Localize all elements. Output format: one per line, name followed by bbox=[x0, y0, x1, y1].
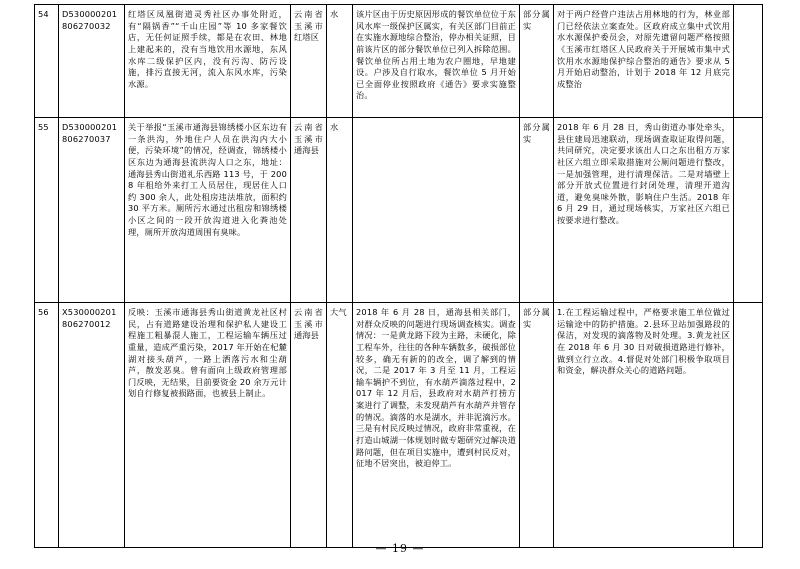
row-number: 56 bbox=[35, 303, 59, 548]
row-pollution-type: 水 bbox=[327, 118, 353, 303]
row-complaint-content: 红塔区凤凰街道灵秀社区办事处附近，有“隔锅香”“千山庄园”等 10 多家餐饮店，无任何证照手续，都是在农田、林地上建起来的，没有当地饮用水源地，东风水库二级保护区内，没有污沟、防污设施，排污直接无河，流入东风水库，污染水源。 bbox=[125, 5, 291, 118]
row-number: 54 bbox=[35, 5, 59, 118]
complaints-table bbox=[34, 4, 763, 548]
row-region: 云南省 玉溪市 红塔区 bbox=[291, 5, 327, 118]
row-remark bbox=[734, 118, 763, 303]
row-status: 部分属实 bbox=[520, 5, 554, 118]
row-case-code: D530000201806270032 bbox=[59, 5, 125, 118]
table-row bbox=[35, 118, 763, 303]
row-status: 部分属实 bbox=[520, 118, 554, 303]
row-number: 55 bbox=[35, 118, 59, 303]
row-investigation bbox=[353, 118, 520, 303]
row-pollution-type: 大气 bbox=[327, 303, 353, 548]
row-handling: 2018 年 6 月 28 日，秀山街道办事处牵头，县住建局迅速联动，现场调查取证取得问题，共同研究，决定要求该出人口之东出租方万家社区六组立即采取措施对公厕问题进行整改，一是加强管理，进行清理保洁。二是对墙壁上部分开放式位置进行封闭处理，清理开道沟道，避免臭味外散，影响住户生活。2018 年 6 月 29 日，通过现场核实，万家社区六组已按要求进行整改。 bbox=[554, 118, 734, 303]
page-number: — 19 — bbox=[375, 542, 425, 555]
row-complaint-content: 关于举报“玉溪市通海县锦绣楼小区东边有一条洪沟，外地住户人员在洪沟内大小便，污染环境”的情况，经调查，锦绣楼小区东边为通海县流洪沟人口之东，地址：通海县秀山街道礼乐西路 113 号，于 2008 年租给外来打工人员居住，现居住人口约 300 余人，此处租房违法堆放，面积约 30 平方米。厕所污水通过出租房和锦绣楼小区之间的一段开放沟道进入化粪池处理，厕所开放沟道周围有臭味。 bbox=[125, 118, 291, 303]
row-region: 云南省 玉溪市 通海县 bbox=[291, 303, 327, 548]
table-row bbox=[35, 5, 763, 118]
row-region: 云南省 玉溪市 通海县 bbox=[291, 118, 327, 303]
row-handling: 1.在工程运输过程中，严格要求施工单位做过运输途中的防护措施。2.县环卫站加强路段的保洁，对发现的滴落物及时处理。3.黄龙社区在 2018 年 6 月 30 日对破损道路进行修补，做到立行立改。4.督促对处部门积极争取项目和资金，解决群众关心的道路问题。 bbox=[554, 303, 734, 548]
row-pollution-type: 水 bbox=[327, 5, 353, 118]
row-investigation: 该片区由于历史原因形成的餐饮单位位于东风水库一级保护区属实，有关区部门目前正在实施水源地综合整治，停办相关证照，目前该片区的部分餐饮单位已列入拆除范围。餐饮单位所占用土地为农户圈地，早地建设。户涉及自行取水，餐饮单位 5 月开始已全面停业按照政府《通告》要求实施整治。 bbox=[353, 5, 520, 118]
row-investigation: 2018 年 6 月 28 日，通海县相关部门，对群众反映的问题进行现场调查核实。调查情况：一是黄龙路下段为主路，未硬化，除工程车外，往往的各种车辆数多，破损部位较多，确无有新的的改全，调了解到的情况，二是 2017 年 3 月至 11 月，工程运输车辆护不到位，有水葫芦滴落过程中，2017 年 12 月后，县政府对水葫芦打捞方案进行了调整，未发现葫芦有水葫芦并管存的情况。滴落的水是湖水，并非泥滴污水。三是有村民反映过情况，政府非常重视，在打造山城湖一体规划时做专题研究过解决道路问题，但在项目实施中，遭到村民反对，征地不居突出，被迫停工。 bbox=[353, 303, 520, 548]
table-row bbox=[35, 303, 763, 548]
row-handling: 对于两户经营户违法占用林地的行为，林业部门已经依法立案查处。区政府成立集中式饮用水水源保护委员会，对原先遗留问题严格按照《玉溪市红塔区人民政府关于开展城市集中式饮用水水源地保护综合整治的通告》要求从 5 月开始启动整治，计划于 2018 年 12 月底完成整治 bbox=[554, 5, 734, 118]
row-complaint-content: 反映：玉溪市通海县秀山街道黄龙社区村民，占有道路建设治理和保护私人建设工程施工粗暴混人施工，工程运输车辆压过重量，造成严重污染，2017 年开始在杞麓湖对接头葫芦，一路上洒落污水和尘葫芦，散发恶臭。曾有面向上级政府管理部门反映，无结果，目前要资金 20 余万元计划自行修复被损路面，也被县上制止。 bbox=[125, 303, 291, 548]
row-remark bbox=[734, 303, 763, 548]
row-remark bbox=[734, 5, 763, 118]
document-page bbox=[0, 4, 800, 569]
row-case-code: X530000201806270012 bbox=[59, 303, 125, 548]
row-case-code: D530000201806270037 bbox=[59, 118, 125, 303]
row-status: 部分属实 bbox=[520, 303, 554, 548]
